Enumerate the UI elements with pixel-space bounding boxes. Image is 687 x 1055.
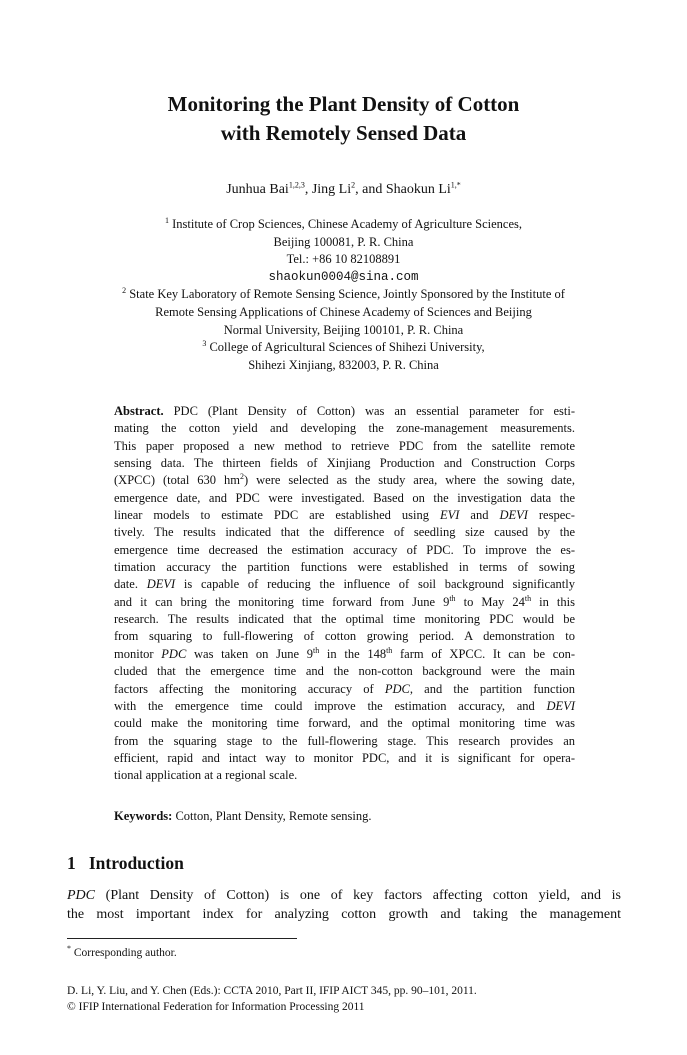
italic-term: PDC	[384, 681, 410, 696]
abstract-text: with the emergence time could improve the estimation accuracy, and	[114, 698, 547, 713]
affiliation-text: College of Agricultural Sciences of Shihezi University,	[209, 340, 485, 355]
abstract-text: farm of XPCC. It can be con-	[392, 646, 576, 661]
abstract-line: from squaring to full-flowering of cotton growing period. A demonstration to	[114, 629, 575, 644]
author-name: Junhua Bai	[226, 182, 289, 197]
affiliation-2-line-2: Remote Sensing Applications of Chinese Academy of Sciences and Beijing	[155, 304, 532, 319]
author-affiliation-mark: 1,2,3	[288, 180, 305, 190]
affiliation-1-line-2: Beijing 100081, P. R. China	[273, 234, 414, 249]
section-heading	[67, 853, 184, 874]
abstract	[114, 403, 575, 785]
abstract-line: research. The results indicated that the optimal time monitoring PDC would be	[114, 612, 575, 627]
abstract-line: mating the cotton yield and developing the zone-management measurements.	[114, 421, 575, 436]
abstract-label: Abstract.	[114, 404, 164, 418]
abstract-line: sensing data. The thirteen fields of Xinjiang Production and Construction Corps	[114, 456, 575, 471]
superscript: th	[386, 645, 393, 655]
abstract-line: This paper proposed a new method to retrieve PDC from the satellite remote	[114, 438, 575, 453]
abstract-line	[114, 698, 575, 715]
abstract-text: in the 148	[319, 646, 387, 661]
keywords-text: Cotton, Plant Density, Remote sensing.	[172, 809, 372, 823]
keywords	[114, 809, 372, 824]
author-affiliation-mark: 1,*	[450, 180, 461, 190]
abstract-text: and it can bring the monitoring time forward from June 9	[114, 594, 450, 609]
affiliation-text: Institute of Crop Sciences, Chinese Academy of Agriculture Sciences,	[172, 217, 523, 231]
affiliation-2-line-1	[0, 286, 687, 304]
abstract-line	[114, 594, 575, 611]
intro-text: (Plant Density of Cotton) is one of key factors affecting cotton yield, and is	[95, 888, 621, 903]
abstract-text: date.	[114, 577, 147, 592]
abstract-line	[114, 507, 575, 524]
footnote	[67, 944, 177, 959]
abstract-text: factors affecting the monitoring accuracy of	[114, 681, 385, 696]
affiliation-mark: 2	[122, 286, 127, 296]
citation-line-2: © IFIP International Federation for Information Processing 2011	[67, 1000, 365, 1013]
abstract-line: tively. The results indicated that the difference of seedling size caused by the	[114, 525, 575, 540]
abstract-text: is capable of reducing the influence of soil background significantly	[175, 577, 576, 592]
italic-term: DEVI	[546, 698, 575, 713]
superscript: 2	[240, 472, 244, 482]
title-line-1: Monitoring the Plant Density of Cotton	[167, 92, 520, 116]
abstract-line	[114, 681, 575, 698]
author-list	[0, 180, 687, 200]
italic-term: PDC	[161, 646, 187, 661]
citation	[67, 984, 477, 1015]
author-name: Shaokun Li	[385, 182, 451, 197]
superscript: th	[524, 593, 532, 603]
affiliation-mark: 3	[202, 339, 207, 348]
superscript: th	[449, 593, 456, 603]
affiliation-mark: 1	[164, 215, 169, 225]
footnote-mark: *	[67, 944, 71, 954]
introduction-text	[67, 887, 621, 924]
abstract-line: from the squaring stage to the full-flowering stage. This research provides an	[114, 733, 575, 748]
abstract-text: and	[459, 508, 500, 523]
affiliation-3-line-2: Shihezi Xinjiang, 832003, P. R. China	[248, 357, 439, 372]
section-number: 1	[67, 853, 76, 873]
affiliation-2-line-3: Normal University, Beijing 100101, P. R. China	[223, 322, 464, 337]
title-line-2: with Remotely Sensed Data	[220, 121, 467, 145]
intro-line	[67, 887, 621, 906]
italic-term: DEVI	[146, 577, 176, 592]
italic-term: EVI	[439, 508, 460, 523]
footnote-divider	[67, 938, 297, 939]
abstract-text: monitor	[114, 646, 162, 661]
intro-line: the most important index for analyzing cotton growth and taking the management	[67, 906, 621, 922]
affiliation-text: State Key Laboratory of Remote Sensing Science, Jointly Sponsored by the Institute of	[129, 287, 565, 302]
author-affiliation-mark: 2	[351, 180, 356, 190]
abstract-line	[114, 576, 575, 593]
abstract-line: cluded that the emergence time and the non-cotton background were the main	[114, 664, 575, 679]
abstract-text: to May 24	[455, 594, 525, 609]
affiliation-email: shaokun0004@sina.com	[268, 269, 419, 284]
abstract-line	[114, 472, 575, 489]
author-separator: ,	[304, 182, 312, 197]
affiliation-phone: Tel.: +86 10 82108891	[286, 252, 401, 267]
paper-title	[0, 90, 687, 148]
section-title: Introduction	[88, 853, 184, 873]
affiliation-1-line-1	[0, 216, 687, 234]
abstract-text: (XPCC) (total 630 hm	[114, 473, 240, 488]
affiliations	[0, 216, 687, 374]
abstract-line: efficient, rapid and intact way to monitor PDC, and it is significant for opera-	[114, 750, 575, 765]
keywords-label: Keywords:	[114, 809, 173, 823]
abstract-text: , and the partition function	[409, 681, 576, 696]
italic-term: PDC	[67, 888, 95, 903]
abstract-text: in this	[531, 594, 575, 609]
abstract-text: ) were selected as the study area, where the sowing date,	[244, 473, 575, 488]
italic-term: DEVI	[499, 508, 528, 523]
abstract-line: emergence time decreased the estimation accuracy of PDC. To improve the es-	[114, 542, 575, 557]
abstract-line: timation accuracy the partition functions were established in terms of sowing	[114, 560, 575, 575]
author-separator: , and	[355, 182, 386, 197]
abstract-text: PDC (Plant Density of Cotton) was an essential parameter for esti-	[173, 404, 576, 418]
abstract-line: tional application at a regional scale.	[114, 768, 298, 783]
abstract-line: could make the monitoring time forward, and the optimal monitoring time was	[114, 716, 575, 731]
abstract-line: emergence date, and PDC were investigated. Based on the investigation data the	[114, 490, 575, 505]
abstract-line	[114, 646, 575, 663]
abstract-text: linear models to estimate PDC are established using	[114, 508, 440, 523]
footnote-text: Corresponding author.	[71, 947, 177, 959]
abstract-text: respec-	[527, 508, 575, 523]
abstract-text: was taken on June 9	[186, 646, 313, 661]
abstract-line	[114, 403, 575, 420]
citation-line-1: D. Li, Y. Liu, and Y. Chen (Eds.): CCTA 2010, Part II, IFIP AICT 345, pp. 90–101, 2011.	[67, 985, 477, 997]
superscript: th	[312, 645, 320, 655]
author-name: Jing Li	[311, 182, 352, 197]
affiliation-3-line-1	[0, 339, 687, 357]
